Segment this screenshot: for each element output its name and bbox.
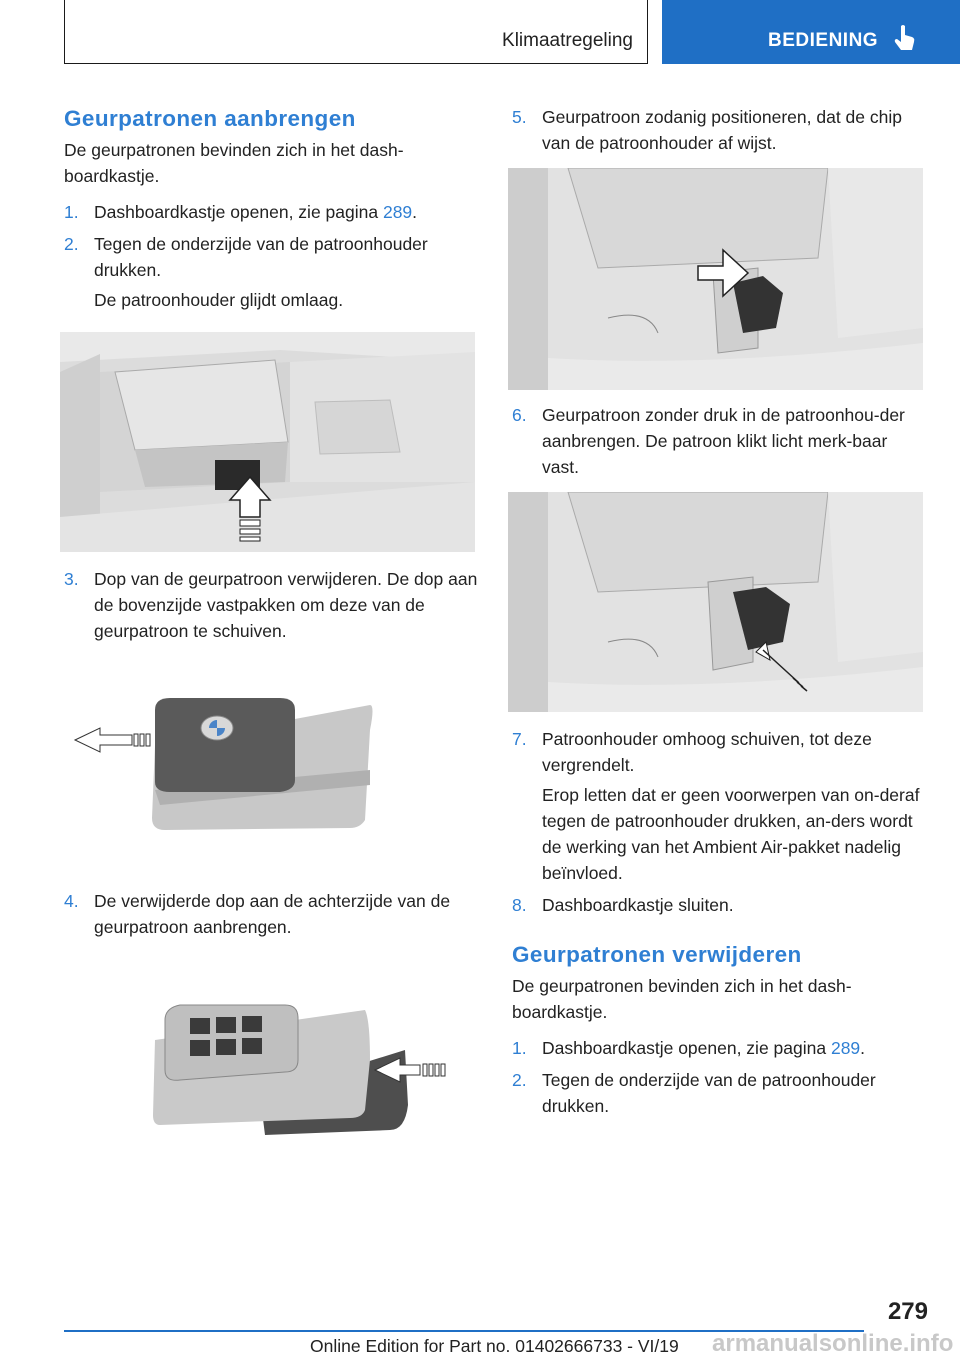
cartridge-insert-figure [508, 492, 923, 712]
header-section-box [64, 0, 648, 64]
step-number: 2. [512, 1070, 527, 1090]
chapter-label: BEDIENING [768, 30, 879, 51]
step-text: Dashboardkastje sluiten. [542, 895, 734, 915]
step-number: 5. [512, 107, 527, 127]
list-item [512, 726, 926, 886]
cartridge-cap-figure [70, 690, 375, 840]
step-text: Dop van de geurpatroon verwijderen. De dop aan de bovenzijde vastpakken om deze van de geurpatroon te schuiven. [94, 569, 478, 641]
right-column-cont [512, 402, 926, 480]
left-column [64, 104, 478, 313]
holder-position-figure [508, 168, 923, 390]
list-item [64, 566, 478, 644]
step-text: Tegen de onderzijde van de patroonhouder drukken. [94, 234, 428, 280]
step-number: 3. [64, 569, 79, 589]
step-note: De patroonhouder glijdt omlaag. [94, 290, 344, 310]
step-number: 8. [512, 895, 527, 915]
left-column-cont2 [64, 888, 478, 940]
step-text: Dashboardkastje openen, zie pagina [542, 1038, 831, 1058]
step-text: Geurpatroon zonder druk in de patroonhou-der aanbrengen. De patroon klikt licht merk-baar vast. [542, 405, 905, 477]
step-number: 6. [512, 405, 527, 425]
list-item [512, 104, 926, 156]
left-column-cont [64, 566, 478, 644]
footer-edition: Online Edition for Part no. 01402666733 - VI/19 [310, 1336, 679, 1356]
step-number: 1. [64, 202, 79, 222]
step-text: De verwijderde dop aan de achterzijde van de geurpatroon aanbrengen. [94, 891, 451, 937]
page-number: 279 [887, 1298, 928, 1325]
watermark: armanualsonline.info [712, 1330, 954, 1357]
cap-back-figure [150, 1000, 455, 1140]
intro-text: De geurpatronen bevinden zich in het dash-boardkastje. [512, 976, 852, 1022]
hand-pointer-icon [894, 24, 916, 52]
step-text: Geurpatroon zodanig positioneren, dat de chip van de patroonhouder af wijst. [542, 107, 902, 153]
list-item [64, 231, 478, 313]
intro-text: De geurpatronen bevinden zich in het dash-boardkastje. [64, 140, 404, 186]
section-heading: Geurpatronen verwijderen [512, 942, 802, 967]
step-number: 4. [64, 891, 79, 911]
right-column-cont2 [512, 726, 926, 1119]
list-item [512, 892, 926, 918]
list-item [64, 888, 478, 940]
page-link[interactable]: 289 [830, 1038, 861, 1058]
right-column [512, 104, 926, 156]
punctuation: . [412, 202, 418, 222]
punctuation: . [860, 1038, 866, 1058]
section-heading: Geurpatronen aanbrengen [64, 106, 356, 131]
list-item [512, 1035, 926, 1061]
step-text: Tegen de onderzijde van de patroonhouder drukken. [542, 1070, 876, 1116]
chapter-tab[interactable] [662, 0, 960, 64]
step-number: 7. [512, 729, 527, 749]
section-title: Klimaatregeling [502, 30, 633, 51]
step-text: Dashboardkastje openen, zie pagina [94, 202, 383, 222]
step-number: 1. [512, 1038, 527, 1058]
step-text: Patroonhouder omhoog schuiven, tot deze vergrendelt. [542, 729, 872, 775]
step-note: Erop letten dat er geen voorwerpen van on-deraf tegen de patroonhouder drukken, an-ders wordt de werking van het Ambient Air-pakket nadelig beïnvloed. [542, 785, 920, 883]
list-item [512, 1067, 926, 1119]
list-item [64, 199, 478, 225]
list-item [512, 402, 926, 480]
glovebox-push-figure [60, 332, 475, 552]
page-link[interactable]: 289 [382, 202, 413, 222]
step-number: 2. [64, 234, 79, 254]
